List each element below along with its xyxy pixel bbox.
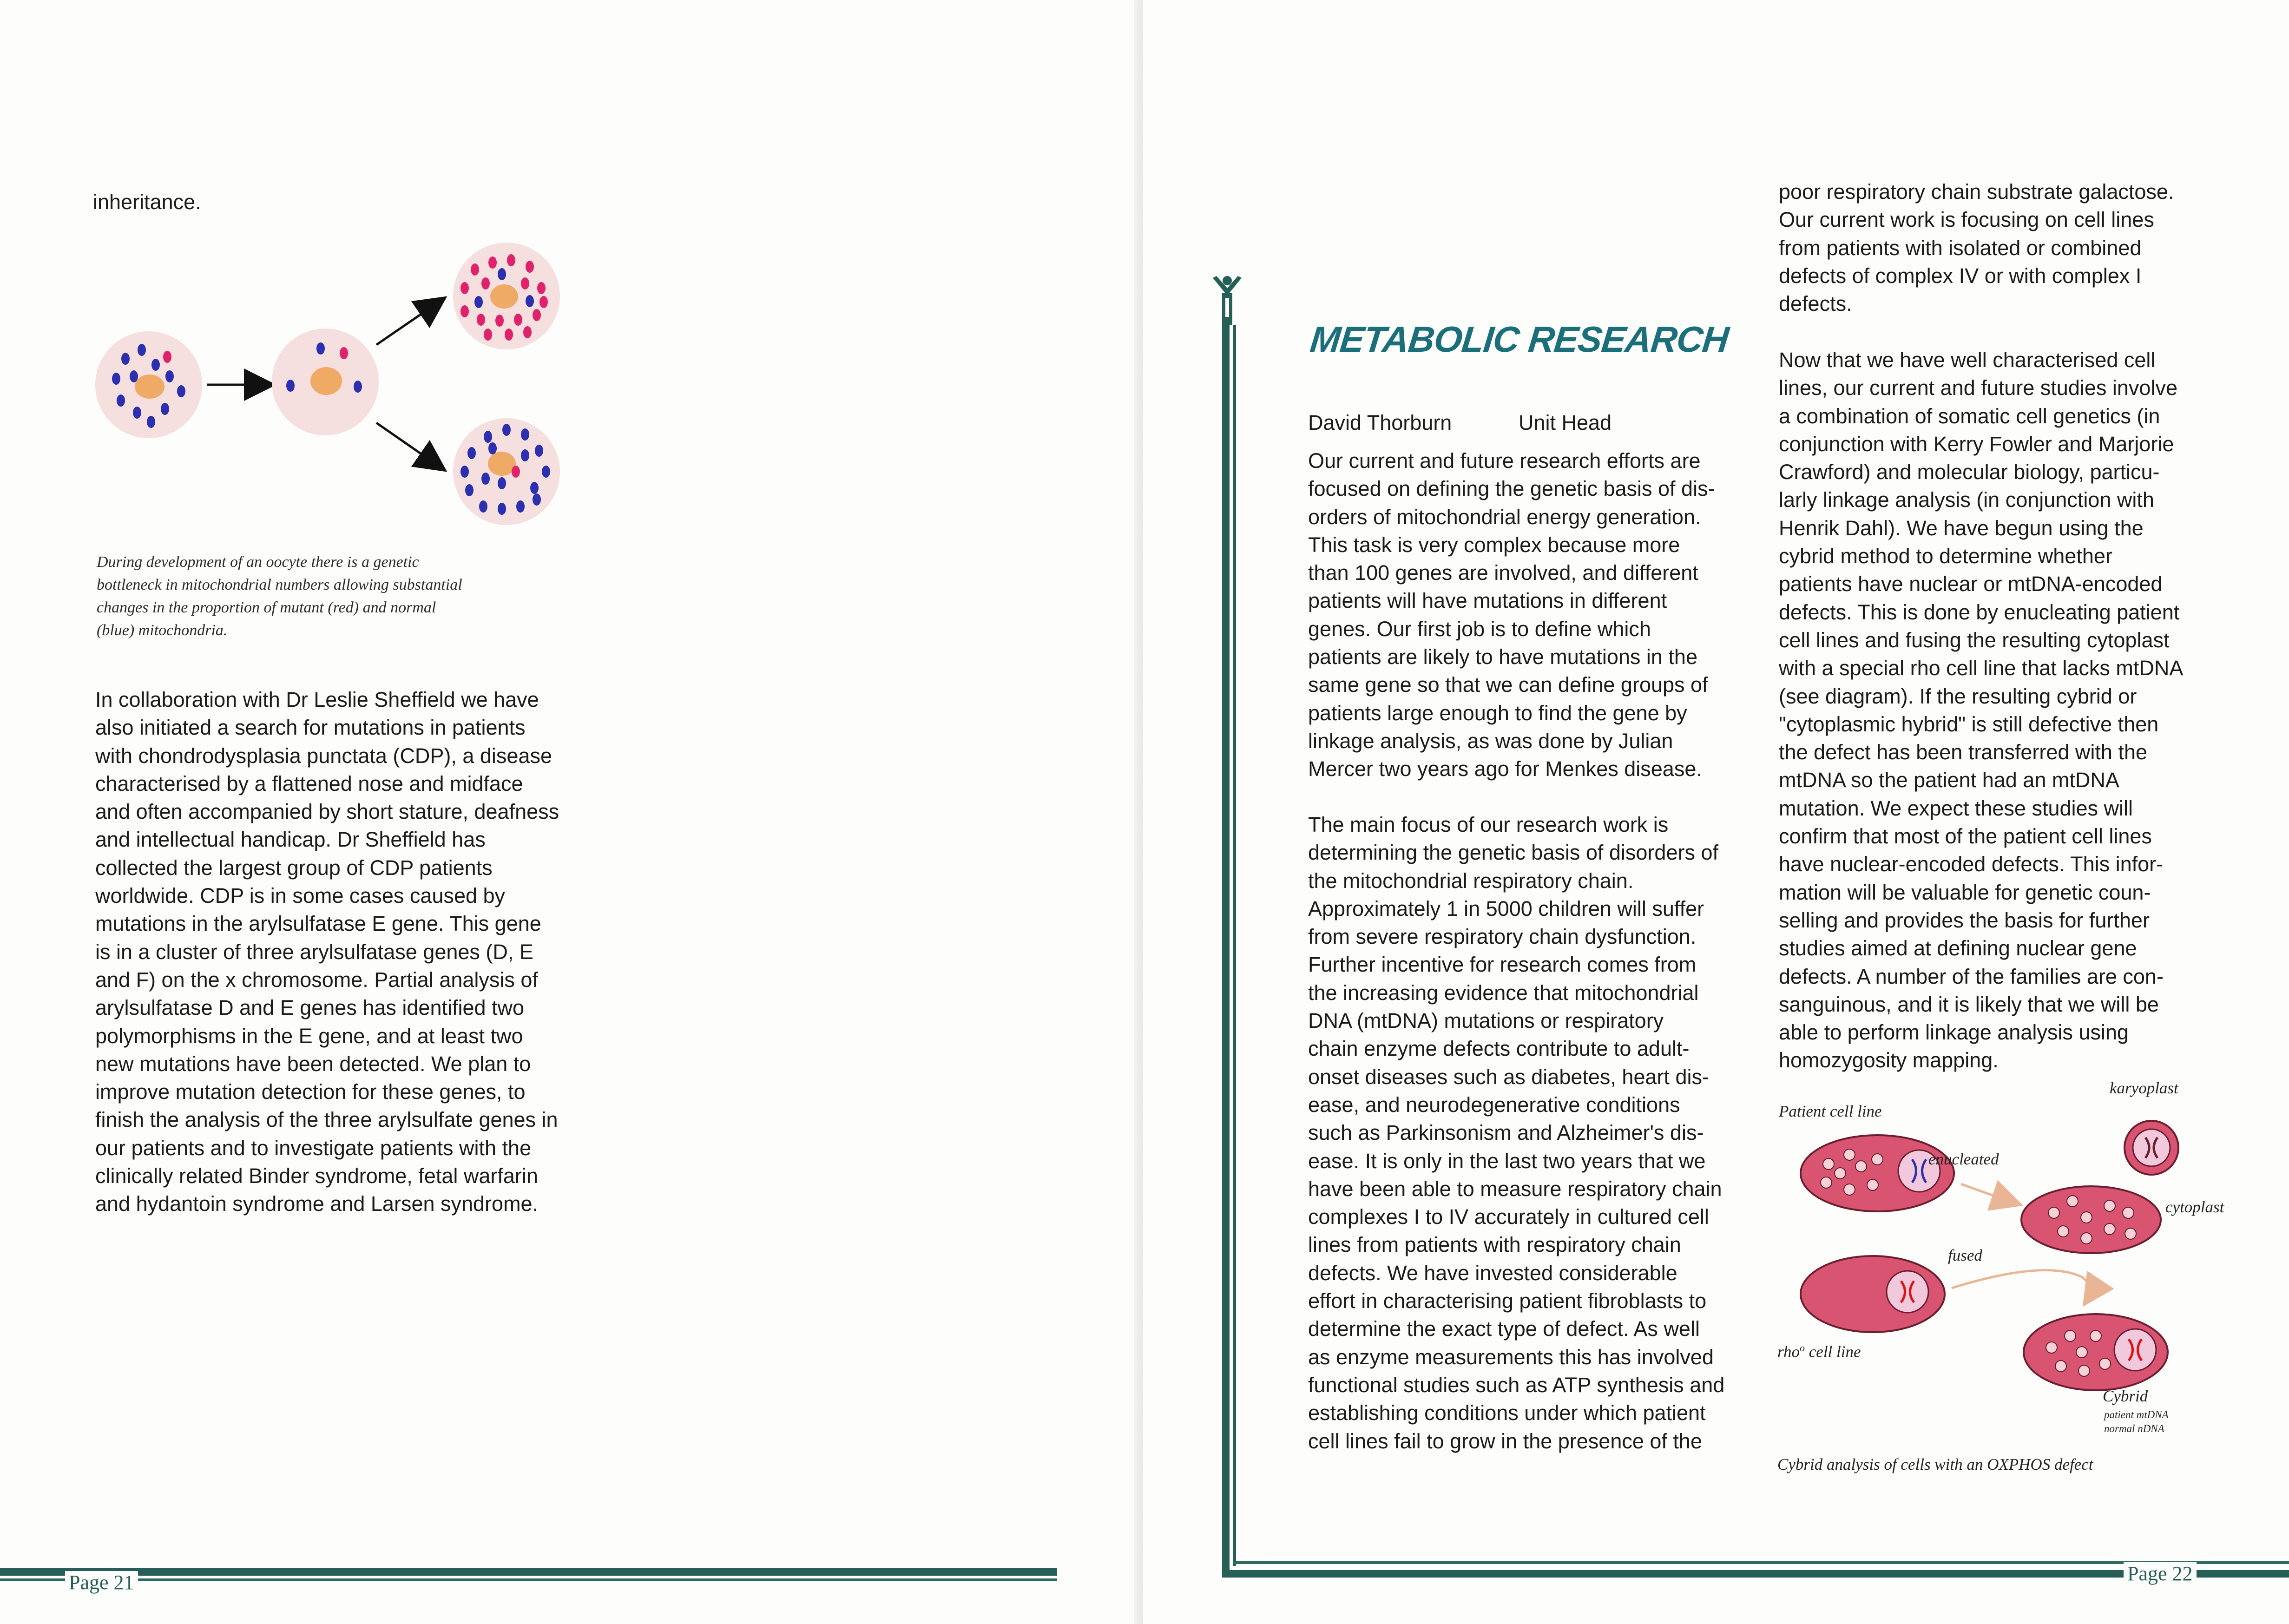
figure-caption: During development of an oocyte there is a genetic bottleneck in mitochondrial numbers allowing substantial changes in the proportion of mutant (red) and normal (blue) mitochondria. — [97, 553, 462, 639]
vertical-rule-thin — [1233, 325, 1236, 1566]
diagram-label-fused: fused — [1948, 1246, 1982, 1264]
column2-paragraph2: Now that we have well characterised cell lines, our current and future studies involve a combination of somatic cell genetics (in conjunction with Kerry Fowler and Marjorie Crawford) and molecular biology, particu- larly linkage analysis (in conjunction with Henrik Dahl). We have begun using the cybrid method to determine whether patients have nuclear or mtDNA-encoded defects. This is done by enucleating patient cell lines and fusing the resulting cytoplast with a special rho cell line that lacks mtDNA (see diagram). If the resulting cybrid or "cytoplasmic hybrid" is still defective then the defect has been transferred with the mtDNA so the patient had an mtDNA mutation. We expect these studies will confirm that most of the patient cell lines have nuclear-encoded defects. This infor- mation will be valuable for genetic coun- selling and provides the basis for further studies aimed at defining nuclear gene defects. A number of the families are con- sanguinous, and it is likely that we will be able to perform linkage analysis using homozygosity mapping. — [1779, 348, 2184, 1072]
rho-zero-cell — [1801, 1256, 1945, 1332]
vertical-rule — [1222, 325, 1230, 1578]
cybrid-diagram — [1784, 1106, 2249, 1422]
oocyte-cell-bottleneck — [272, 329, 379, 435]
diagram-label-karyoplast: karyoplast — [2110, 1079, 2178, 1097]
footer-rule-thin — [0, 1578, 1057, 1581]
author-role: Unit Head — [1519, 411, 1612, 434]
column1-paragraph2: The main focus of our research work is determining the genetic basis of disorders of the mitochondrial respiratory chain. Approximately 1 in 5000 children will suffer from severe respiratory chain dysfunction. Further incentive for research comes from the increasing evidence that mitochondrial DNA (mtDNA) mutations or respiratory chain enzyme defects contribute to adult- onset diseases such as diabetes, heart dis- ease, and neurodegenerative conditions such as Parkinsonism and Alzheimer's dis- ease. It is only in the last two years that we have been able to measure respiratory chain complexes I to IV accurately in cultured cell lines from patients with respiratory chain defects. We have invested considerable effort in characterising patient fibroblasts to determine the exact type of defect. As well as enzyme measurements this has involved functional studies such as ATP synthesis and establishing conditions under which patient cell lines fail to grow in the presence of the — [1308, 813, 1725, 1453]
left-page — [0, 0, 1143, 1624]
diagram-caption: Cybrid analysis of cells with an OXPHOS defect — [1777, 1455, 2093, 1473]
page-number: Page 21 — [65, 1571, 138, 1594]
diagram-label-rho-cell-line: rho$^o$ cell line — [1777, 1342, 1861, 1361]
top-text: inheritance. — [93, 190, 201, 214]
section-title: METABOLIC RESEARCH — [1308, 319, 1730, 360]
cytoplast-cell — [2021, 1186, 2161, 1253]
column1-paragraph1: Our current and future research efforts are focused on defining the genetic basis of dis- orders of mitochondrial energy generation. This task is very complex because more than 100 genes are involved, and different patients will have mutations in different genes. Our first job is to define which patients are likely to have mutations in the same gene so that we can define groups of patients large enough to find the gene by linkage analysis, as was done by Julian Mercer two years ago for Menkes disease. — [1308, 449, 1715, 781]
oocyte-cell-normal-rich — [453, 418, 560, 525]
patient-cell — [1801, 1135, 1954, 1211]
diagram-label-cytoplast: cytoplast — [2165, 1198, 2224, 1216]
right-page — [1143, 0, 2289, 1624]
page-number: Page 22 — [2124, 1562, 2197, 1585]
diagram-label-cybrid: Cybrid — [2103, 1387, 2148, 1405]
footer-rule — [0, 1568, 1057, 1576]
diagram-label-cybrid-note: patient mtDNA normal nDNA — [2104, 1409, 2169, 1434]
diagram-label-enucleated: enucleated — [1928, 1150, 1999, 1168]
body-text: In collaboration with Dr Leslie Sheffield we have also initiated a search for mutations in patients with chondrodysplasia punctata (CDP), a disease characterised by a flattened nose and midface and often accompanied by short stature, deafness and intellectual handicap. Dr Sheffield has collected the largest group of CDP patients worldwide. CDP is in some cases caused by mutations in the arylsulfatase E gene. This gene is in a cluster of three arylsulfatase genes (D, E and F) on the x chromosome. Partial analysis of arylsulfatase D and E genes has identified two polymorphisms in the E gene, and at least two new mutations have been detected. We plan to improve mutation detection for these genes, to finish the analysis of the three arylsulfate genes in our patients and to investigate patients with the clinically related Binder syndrome, fetal warfarin and hydantoin syndrome and Larsen syndrome. — [95, 688, 559, 1216]
oocyte-cell-mutant-rich — [453, 243, 560, 349]
karyoplast-cell — [2125, 1121, 2178, 1175]
cybrid-cell — [2024, 1314, 2168, 1390]
column2-paragraph1: poor respiratory chain substrate galactose. Our current work is focusing on cell lines from patients with isolated or combined defects of complex IV or with complex I defects. — [1779, 180, 2174, 316]
diagram-label-patient-cell-line: Patient cell line — [1779, 1102, 1882, 1120]
institute-logo-icon — [1211, 274, 1243, 325]
author-name: David Thorburn — [1308, 411, 1452, 434]
mitochondria-bottleneck-figure — [93, 237, 562, 534]
oocyte-cell-initial — [95, 331, 202, 438]
